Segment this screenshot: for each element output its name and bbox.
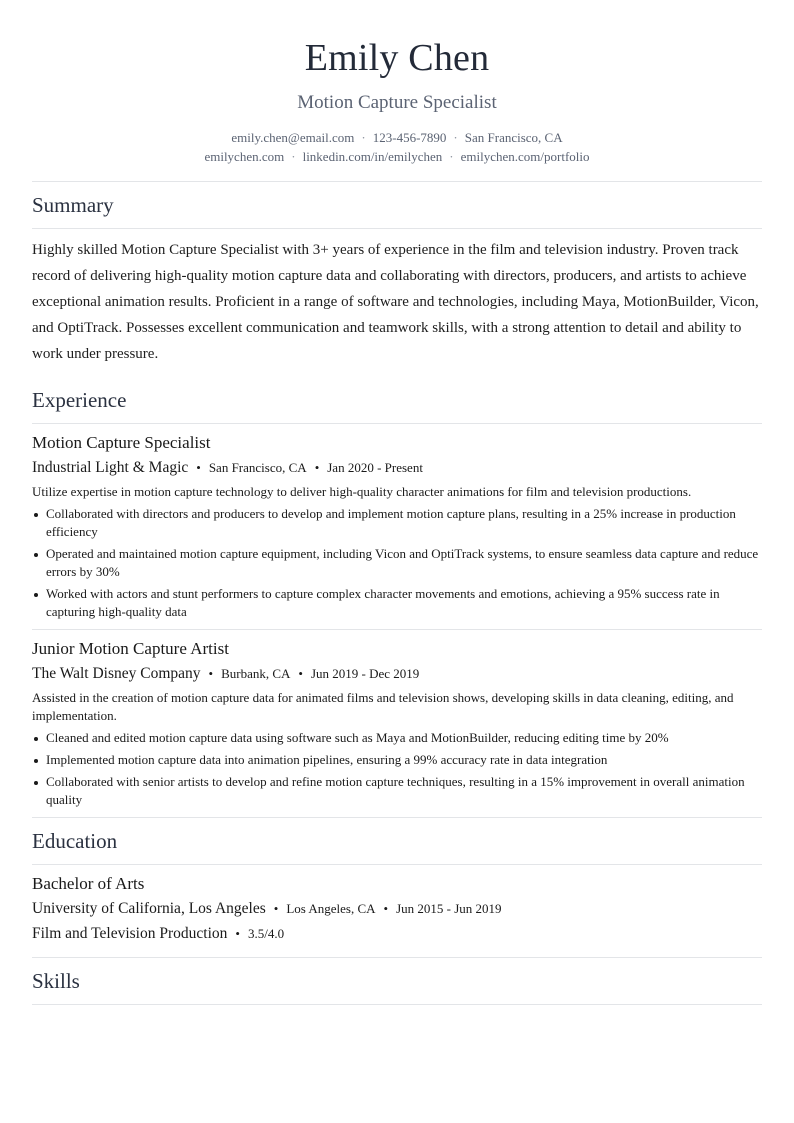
education-field-line — [32, 923, 762, 945]
job-location: Burbank, CA — [221, 666, 291, 681]
education-location: Los Angeles, CA — [286, 901, 376, 916]
job-bullet: Collaborated with directors and producers to develop and implement motion capture plans, resulting in a 25% increase in production efficiency — [32, 505, 762, 541]
job-bullet: Operated and maintained motion capture equipment, including Vicon and OptiTrack systems, to ensure seamless data capture and reduce errors by 30% — [32, 545, 762, 581]
contact-line-links — [32, 147, 762, 166]
job-location: San Francisco, CA — [208, 460, 307, 475]
experience-entry — [32, 630, 762, 818]
education-entry — [32, 865, 762, 957]
meta-bullet: • — [235, 926, 240, 941]
contact-website[interactable]: emilychen.com — [204, 149, 285, 164]
contact-email[interactable]: emily.chen@email.com — [231, 130, 355, 145]
job-bullets — [32, 505, 762, 621]
meta-bullet: • — [314, 460, 320, 475]
job-bullet: Implemented motion capture data into animation pipelines, ensuring a 99% accuracy rate in data integration — [32, 751, 762, 769]
job-bullets — [32, 729, 762, 809]
job-bullet: Cleaned and edited motion capture data using software such as Maya and MotionBuilder, reducing editing time by 20% — [32, 729, 762, 747]
education-dates: Jun 2015 - Jun 2019 — [396, 901, 502, 916]
education-school: University of California, Los Angeles — [32, 900, 266, 917]
section-title-skills: Skills — [32, 969, 80, 993]
meta-bullet: • — [196, 460, 201, 475]
meta-bullet: • — [298, 666, 303, 681]
education-school-line — [32, 898, 762, 920]
section-title-experience: Experience — [32, 388, 127, 412]
contact-separator: · — [291, 149, 296, 164]
resume-page — [32, 0, 762, 1005]
candidate-title: Motion Capture Specialist — [297, 92, 497, 113]
contact-linkedin[interactable]: linkedin.com/in/emilychen — [302, 149, 443, 164]
job-description: Utilize expertise in motion capture technology to deliver high-quality character animations for film and television productions. — [32, 484, 692, 499]
job-title: Motion Capture Specialist — [32, 433, 211, 452]
section-divider — [32, 1004, 762, 1005]
job-dates: Jan 2020 - Present — [327, 460, 423, 475]
contact-separator: · — [453, 130, 458, 145]
section-title-summary: Summary — [32, 193, 114, 217]
job-meta — [32, 457, 762, 479]
summary-text: Highly skilled Motion Capture Specialist with 3+ years of experience in the film and television industry. Proven track record of delivering high-quality motion capture data and collaborating with directors, producers, and artists to achieve exceptional animation results. Proficient in a range of software and technologies, including Maya, MotionBuilder, Vicon, and OptiTrack. Possesses excellent communication and teamwork skills, with a strong attention to detail and ability to work under pressure. — [32, 242, 759, 362]
meta-bullet: • — [383, 901, 389, 916]
education-gpa: 3.5/4.0 — [247, 926, 285, 941]
resume-header — [32, 0, 762, 166]
contact-separator: · — [361, 130, 366, 145]
job-bullet: Collaborated with senior artists to develop and refine motion capture techniques, resulting in a 15% improvement in overall animation quality — [32, 773, 762, 809]
meta-bullet: • — [273, 901, 279, 916]
contact-portfolio[interactable]: emilychen.com/portfolio — [460, 149, 590, 164]
job-company: Industrial Light & Magic — [32, 459, 189, 476]
job-description: Assisted in the creation of motion capture data for animated films and television shows, developing skills in data cleaning, editing, and implementation. — [32, 690, 734, 723]
section-title-education: Education — [32, 829, 118, 853]
job-dates: Jun 2019 - Dec 2019 — [310, 666, 420, 681]
contact-line-primary — [32, 128, 762, 147]
job-title: Junior Motion Capture Artist — [32, 639, 229, 658]
education-field: Film and Television Production — [32, 925, 228, 942]
contact-separator: · — [449, 149, 454, 164]
job-company: The Walt Disney Company — [32, 665, 201, 682]
meta-bullet: • — [208, 666, 214, 681]
education-degree: Bachelor of Arts — [32, 874, 145, 893]
experience-entry — [32, 424, 762, 630]
contact-location: San Francisco, CA — [464, 130, 563, 145]
contact-phone[interactable]: 123-456-7890 — [372, 130, 447, 145]
job-bullet: Worked with actors and stunt performers to capture complex character movements and emotions, achieving a 95% success rate in capturing high-quality data — [32, 585, 762, 621]
candidate-name: Emily Chen — [304, 37, 490, 79]
job-meta — [32, 663, 762, 685]
